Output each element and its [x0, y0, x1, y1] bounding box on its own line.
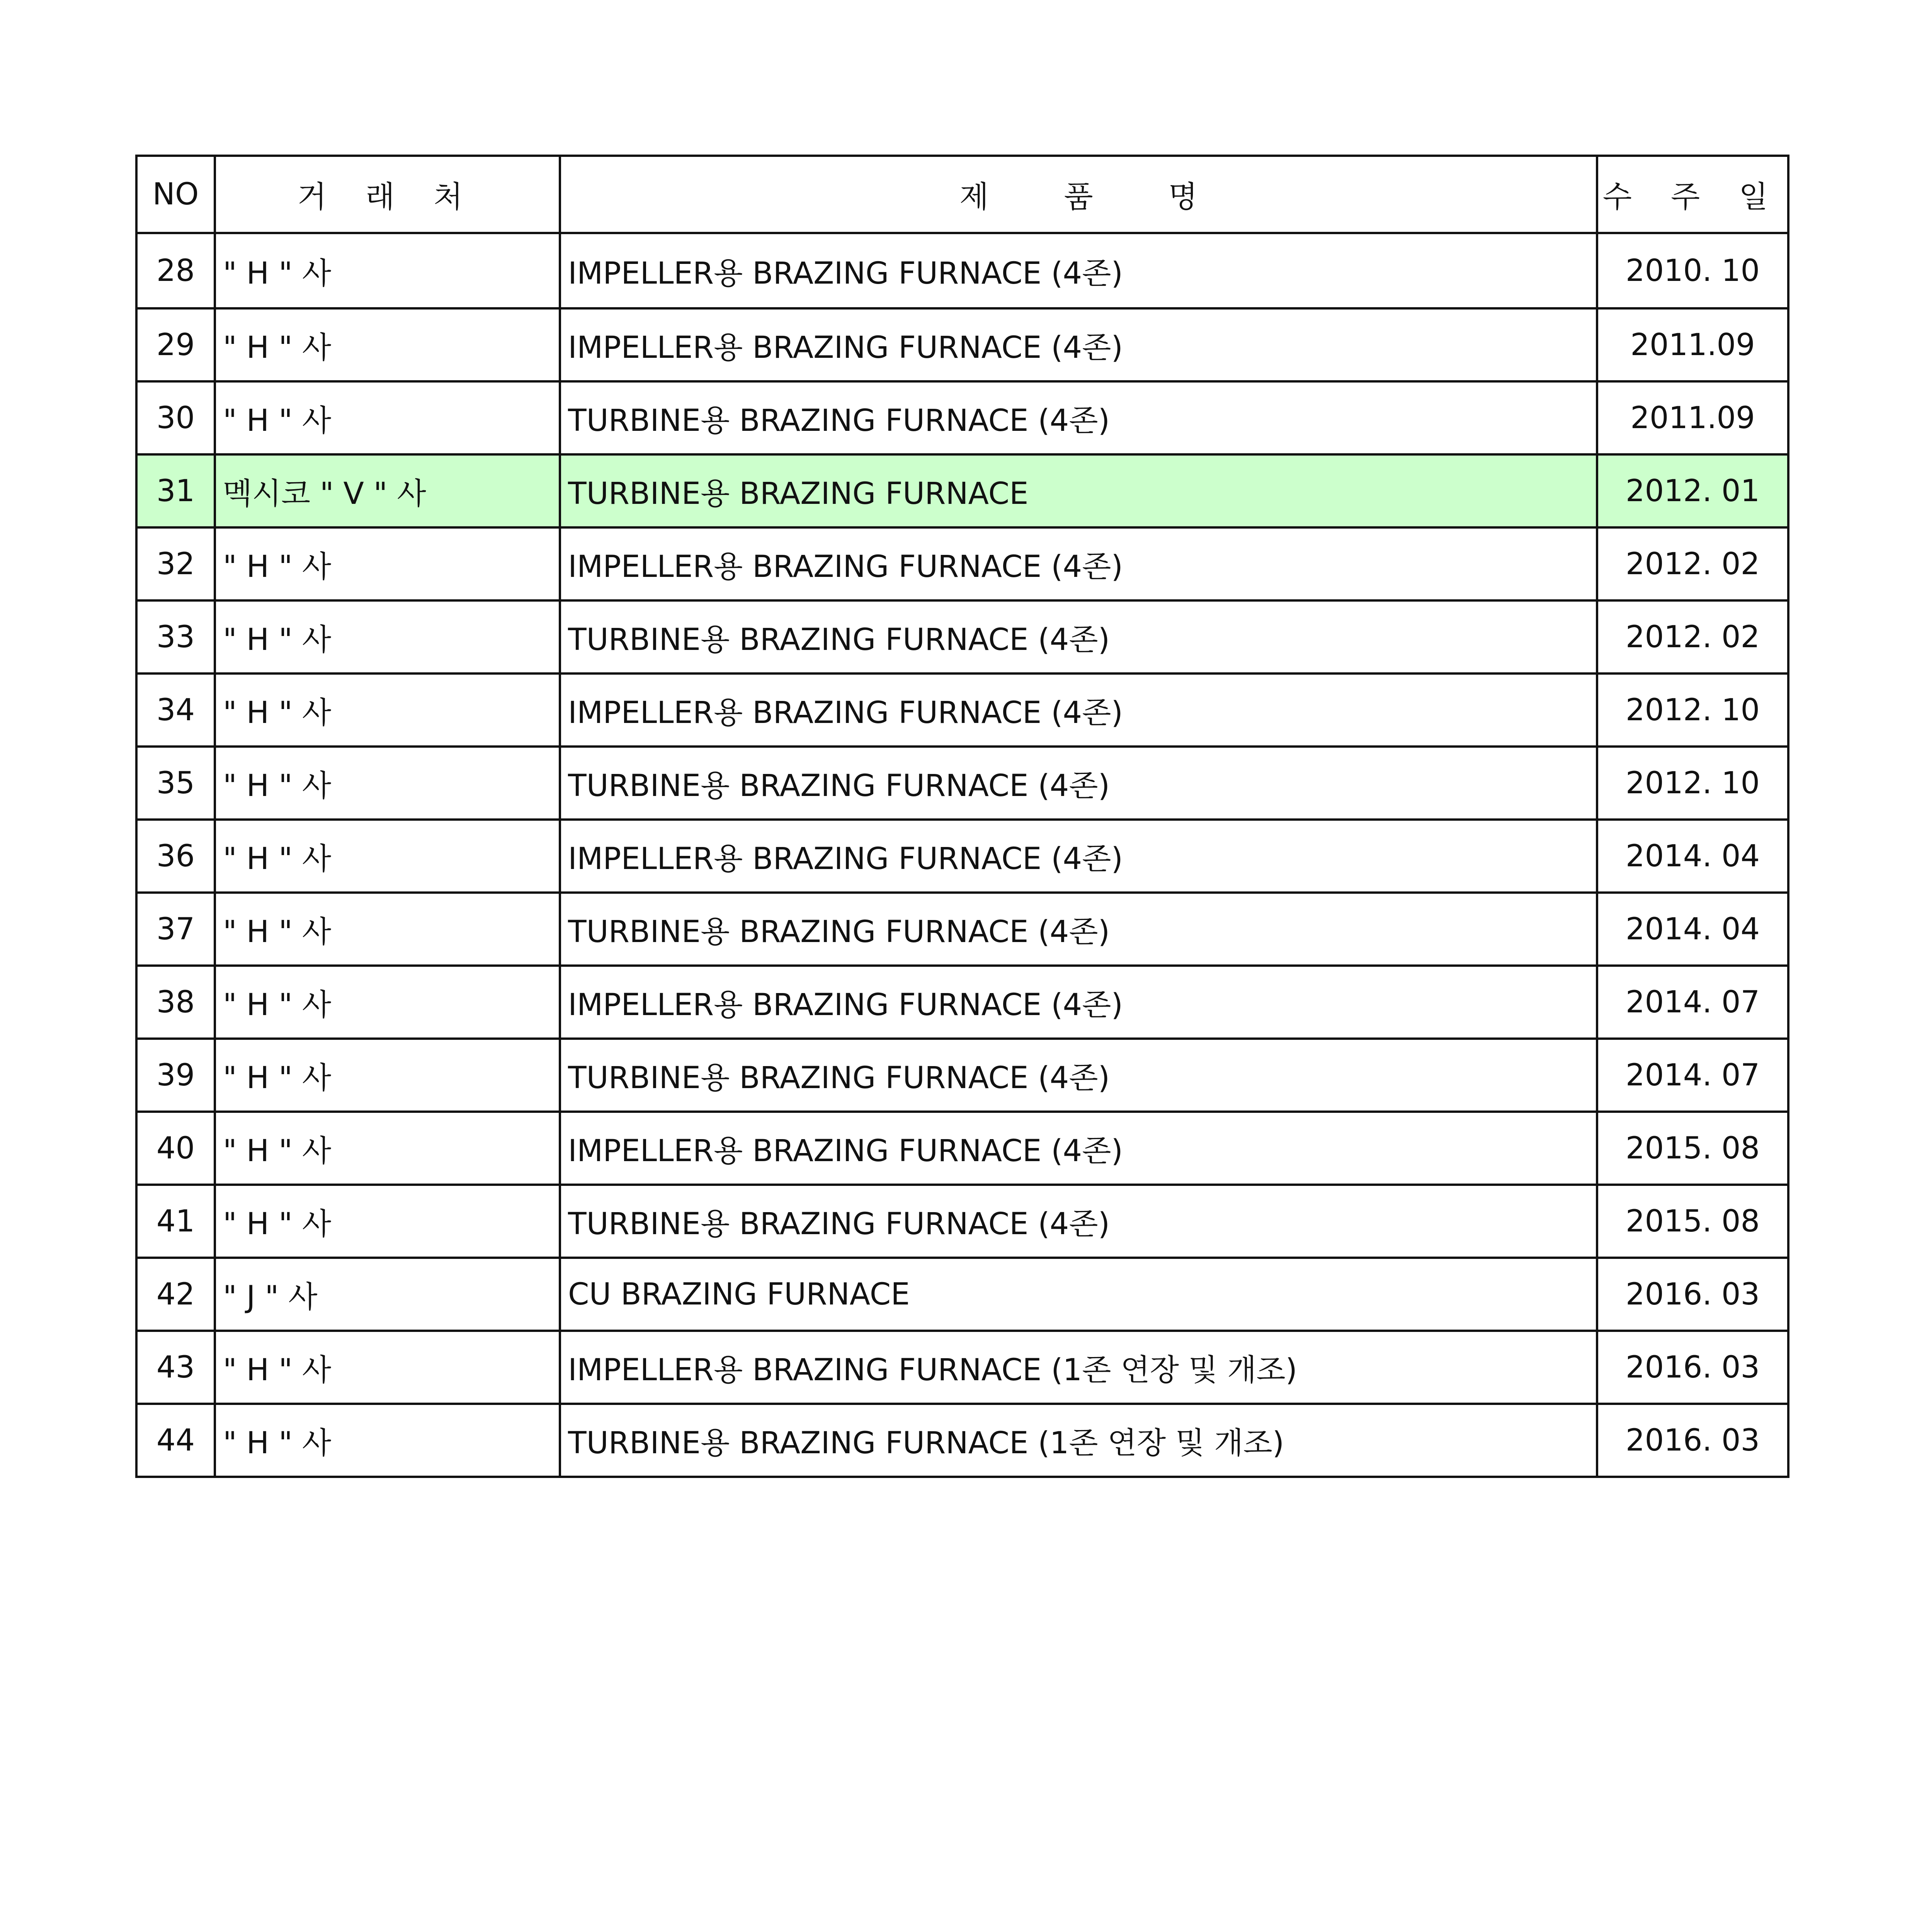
cell-client: " H " 사	[215, 1112, 560, 1185]
cell-no: 42	[136, 1258, 215, 1331]
header-order-date: 수 주 일	[1597, 156, 1788, 233]
cell-client: " H " 사	[215, 527, 560, 600]
cell-no: 36	[136, 820, 215, 893]
table-body	[136, 233, 1788, 1477]
cell-client: " H " 사	[215, 308, 560, 381]
cell-client: " H " 사	[215, 966, 560, 1039]
table-row	[136, 1039, 1788, 1112]
table-row	[136, 966, 1788, 1039]
cell-product: IMPELLER용 BRAZING FURNACE (4존)	[560, 966, 1597, 1039]
table-row	[136, 1112, 1788, 1185]
header-client: 거 래 처	[215, 156, 560, 233]
cell-no: 30	[136, 381, 215, 454]
cell-client: " H " 사	[215, 820, 560, 893]
cell-client: " H " 사	[215, 233, 560, 308]
cell-no: 38	[136, 966, 215, 1039]
table-row	[136, 381, 1788, 454]
cell-client: " H " 사	[215, 893, 560, 966]
table-row	[136, 600, 1788, 673]
table-row	[136, 1258, 1788, 1331]
cell-date: 2014. 04	[1597, 893, 1788, 966]
cell-date: 2015. 08	[1597, 1112, 1788, 1185]
cell-no: 28	[136, 233, 215, 308]
cell-no: 41	[136, 1185, 215, 1258]
cell-product: IMPELLER용 BRAZING FURNACE (4존)	[560, 233, 1597, 308]
table-row	[136, 673, 1788, 747]
table-header-row	[136, 156, 1788, 233]
header-product-name: 제 품 명	[560, 156, 1597, 233]
cell-product: TURBINE용 BRAZING FURNACE (4존)	[560, 747, 1597, 820]
cell-product: TURBINE용 BRAZING FURNACE (4존)	[560, 1039, 1597, 1112]
cell-client: " H " 사	[215, 381, 560, 454]
cell-date: 2016. 03	[1597, 1258, 1788, 1331]
cell-date: 2011.09	[1597, 308, 1788, 381]
cell-product: TURBINE용 BRAZING FURNACE	[560, 454, 1597, 527]
table-row	[136, 527, 1788, 600]
cell-product: IMPELLER용 BRAZING FURNACE (4존)	[560, 1112, 1597, 1185]
cell-no: 34	[136, 673, 215, 747]
table-row	[136, 893, 1788, 966]
table-row	[136, 1331, 1788, 1404]
table-row	[136, 747, 1788, 820]
cell-product: IMPELLER용 BRAZING FURNACE (4존)	[560, 820, 1597, 893]
order-history-table	[135, 155, 1789, 1478]
cell-client: " H " 사	[215, 673, 560, 747]
cell-product: TURBINE용 BRAZING FURNACE (1존 연장 및 개조)	[560, 1404, 1597, 1477]
cell-date: 2014. 07	[1597, 1039, 1788, 1112]
cell-no: 39	[136, 1039, 215, 1112]
cell-date: 2012. 02	[1597, 527, 1788, 600]
cell-date: 2012. 10	[1597, 673, 1788, 747]
cell-no: 33	[136, 600, 215, 673]
cell-no: 35	[136, 747, 215, 820]
cell-no: 44	[136, 1404, 215, 1477]
cell-no: 29	[136, 308, 215, 381]
cell-client: " H " 사	[215, 600, 560, 673]
cell-product: TURBINE용 BRAZING FURNACE (4존)	[560, 893, 1597, 966]
cell-no: 37	[136, 893, 215, 966]
cell-no: 40	[136, 1112, 215, 1185]
cell-client: 멕시코 " V " 사	[215, 454, 560, 527]
cell-date: 2014. 07	[1597, 966, 1788, 1039]
cell-product: TURBINE용 BRAZING FURNACE (4존)	[560, 381, 1597, 454]
cell-date: 2015. 08	[1597, 1185, 1788, 1258]
table-row	[136, 454, 1788, 527]
cell-no: 31	[136, 454, 215, 527]
cell-date: 2012. 01	[1597, 454, 1788, 527]
cell-date: 2016. 03	[1597, 1404, 1788, 1477]
cell-client: " H " 사	[215, 1039, 560, 1112]
cell-date: 2014. 04	[1597, 820, 1788, 893]
cell-date: 2012. 10	[1597, 747, 1788, 820]
table-row	[136, 233, 1788, 308]
cell-date: 2011.09	[1597, 381, 1788, 454]
table-row	[136, 1404, 1788, 1477]
header-no: NO	[136, 156, 215, 233]
cell-date: 2010. 10	[1597, 233, 1788, 308]
cell-product: IMPELLER용 BRAZING FURNACE (4존)	[560, 527, 1597, 600]
cell-product: IMPELLER용 BRAZING FURNACE (1존 연장 및 개조)	[560, 1331, 1597, 1404]
cell-product: TURBINE용 BRAZING FURNACE (4존)	[560, 1185, 1597, 1258]
cell-product: IMPELLER용 BRAZING FURNACE (4존)	[560, 308, 1597, 381]
cell-client: " H " 사	[215, 747, 560, 820]
cell-client: " J " 사	[215, 1258, 560, 1331]
cell-client: " H " 사	[215, 1404, 560, 1477]
cell-product: TURBINE용 BRAZING FURNACE (4존)	[560, 600, 1597, 673]
cell-client: " H " 사	[215, 1331, 560, 1404]
table-row	[136, 308, 1788, 381]
cell-date: 2016. 03	[1597, 1331, 1788, 1404]
table-row	[136, 1185, 1788, 1258]
cell-product: IMPELLER용 BRAZING FURNACE (4존)	[560, 673, 1597, 747]
table-row	[136, 820, 1788, 893]
cell-client: " H " 사	[215, 1185, 560, 1258]
cell-product: CU BRAZING FURNACE	[560, 1258, 1597, 1331]
cell-date: 2012. 02	[1597, 600, 1788, 673]
cell-no: 32	[136, 527, 215, 600]
cell-no: 43	[136, 1331, 215, 1404]
